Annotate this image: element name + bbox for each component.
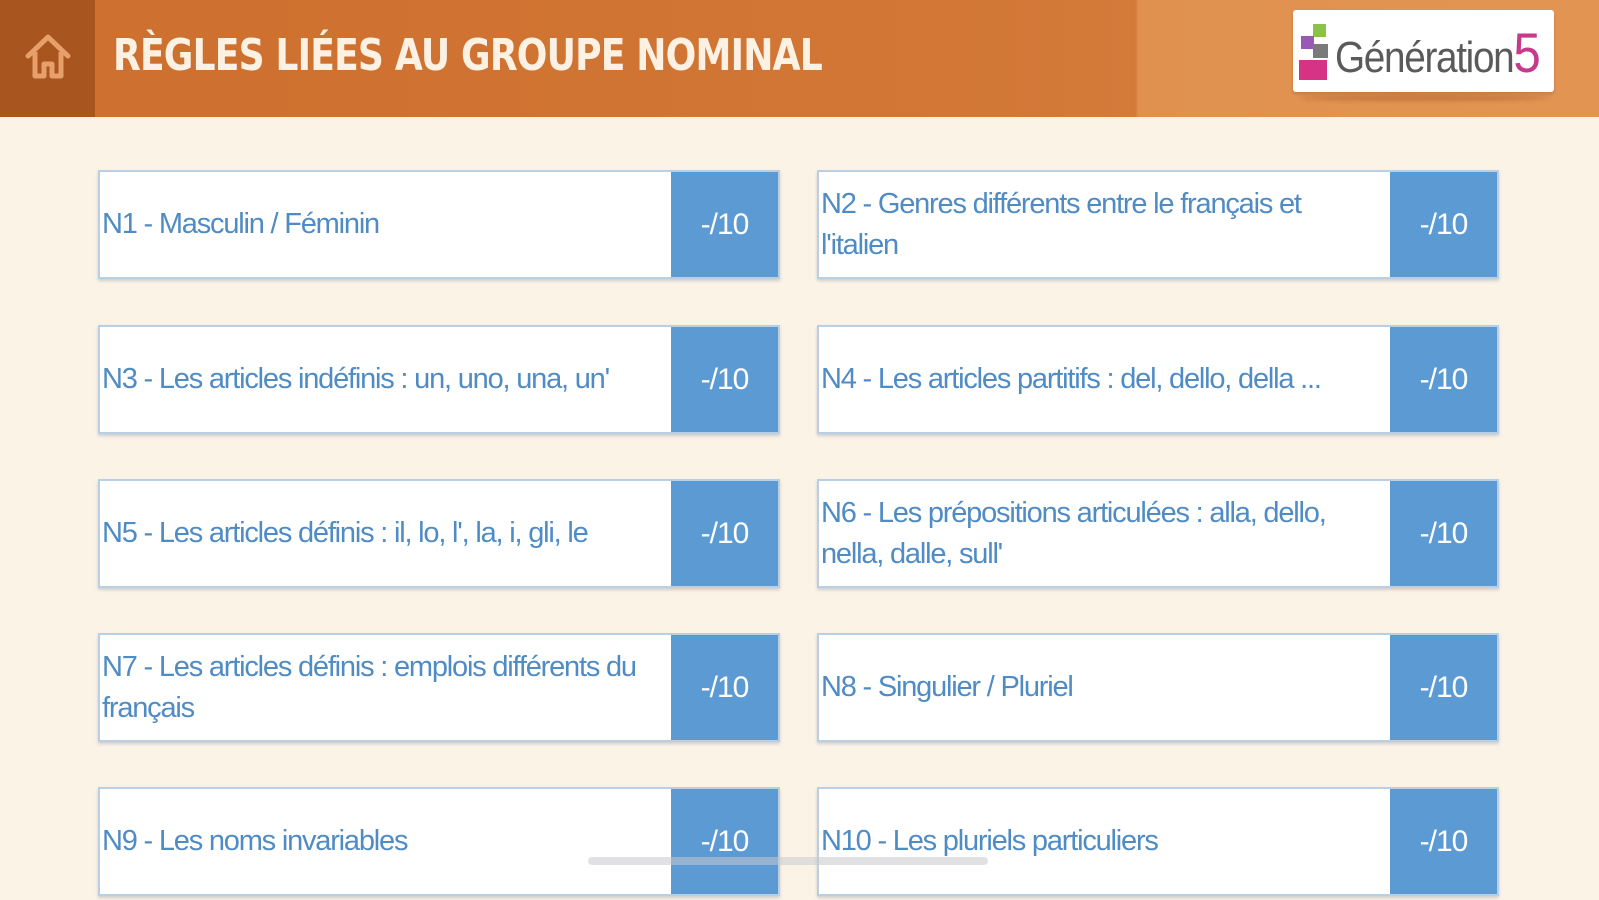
rule-score: -/10: [1390, 789, 1497, 894]
rule-score: -/10: [671, 327, 778, 432]
rule-label: N5 - Les articles définis : il, lo, l', la, i, gli, le: [102, 517, 588, 549]
home-icon: [22, 30, 74, 87]
rule-score: -/10: [1390, 327, 1497, 432]
rule-card-n8[interactable]: [817, 633, 1499, 742]
rule-card-n7[interactable]: [98, 633, 780, 742]
rule-card-n2[interactable]: [817, 170, 1499, 279]
rule-card-n1[interactable]: [98, 170, 780, 279]
rule-card-n10[interactable]: [817, 787, 1499, 896]
rule-label: N7 - Les articles définis : emplois différents du français: [102, 650, 636, 724]
rule-label: N10 - Les pluriels particuliers: [821, 825, 1158, 857]
rule-score: -/10: [671, 481, 778, 586]
rule-score: -/10: [1390, 172, 1497, 277]
logo-text: Génération5: [1335, 21, 1540, 84]
rule-score: -/10: [1390, 635, 1497, 740]
rule-card-n3[interactable]: [98, 325, 780, 434]
logo-shadow: [1300, 95, 1550, 101]
rule-card-n6[interactable]: [817, 479, 1499, 588]
rule-label: N1 - Masculin / Féminin: [102, 208, 379, 240]
logo-mark-icon: [1299, 22, 1329, 80]
scroll-indicator[interactable]: [588, 857, 988, 865]
rule-label: N3 - Les articles indéfinis : un, uno, una, un': [102, 363, 609, 395]
page-title: RÈGLES LIÉES AU GROUPE NOMINAL: [113, 30, 822, 81]
rule-label: N9 - Les noms invariables: [102, 825, 408, 857]
rule-label: N4 - Les articles partitifs : del, dello, della ...: [821, 363, 1321, 395]
generation5-logo: [1293, 10, 1554, 92]
rule-score: -/10: [671, 172, 778, 277]
rule-card-n9[interactable]: [98, 787, 780, 896]
rule-score: -/10: [1390, 481, 1497, 586]
rule-score: -/10: [671, 789, 778, 894]
rule-card-n4[interactable]: [817, 325, 1499, 434]
rule-label: N6 - Les prépositions articulées : alla, dello, nella, dalle, sull': [821, 496, 1326, 570]
rule-label: N2 - Genres différents entre le français et l'italien: [821, 187, 1301, 261]
rule-card-n5[interactable]: [98, 479, 780, 588]
home-button[interactable]: [0, 0, 95, 117]
rule-score: -/10: [671, 635, 778, 740]
rule-label: N8 - Singulier / Pluriel: [821, 671, 1073, 703]
